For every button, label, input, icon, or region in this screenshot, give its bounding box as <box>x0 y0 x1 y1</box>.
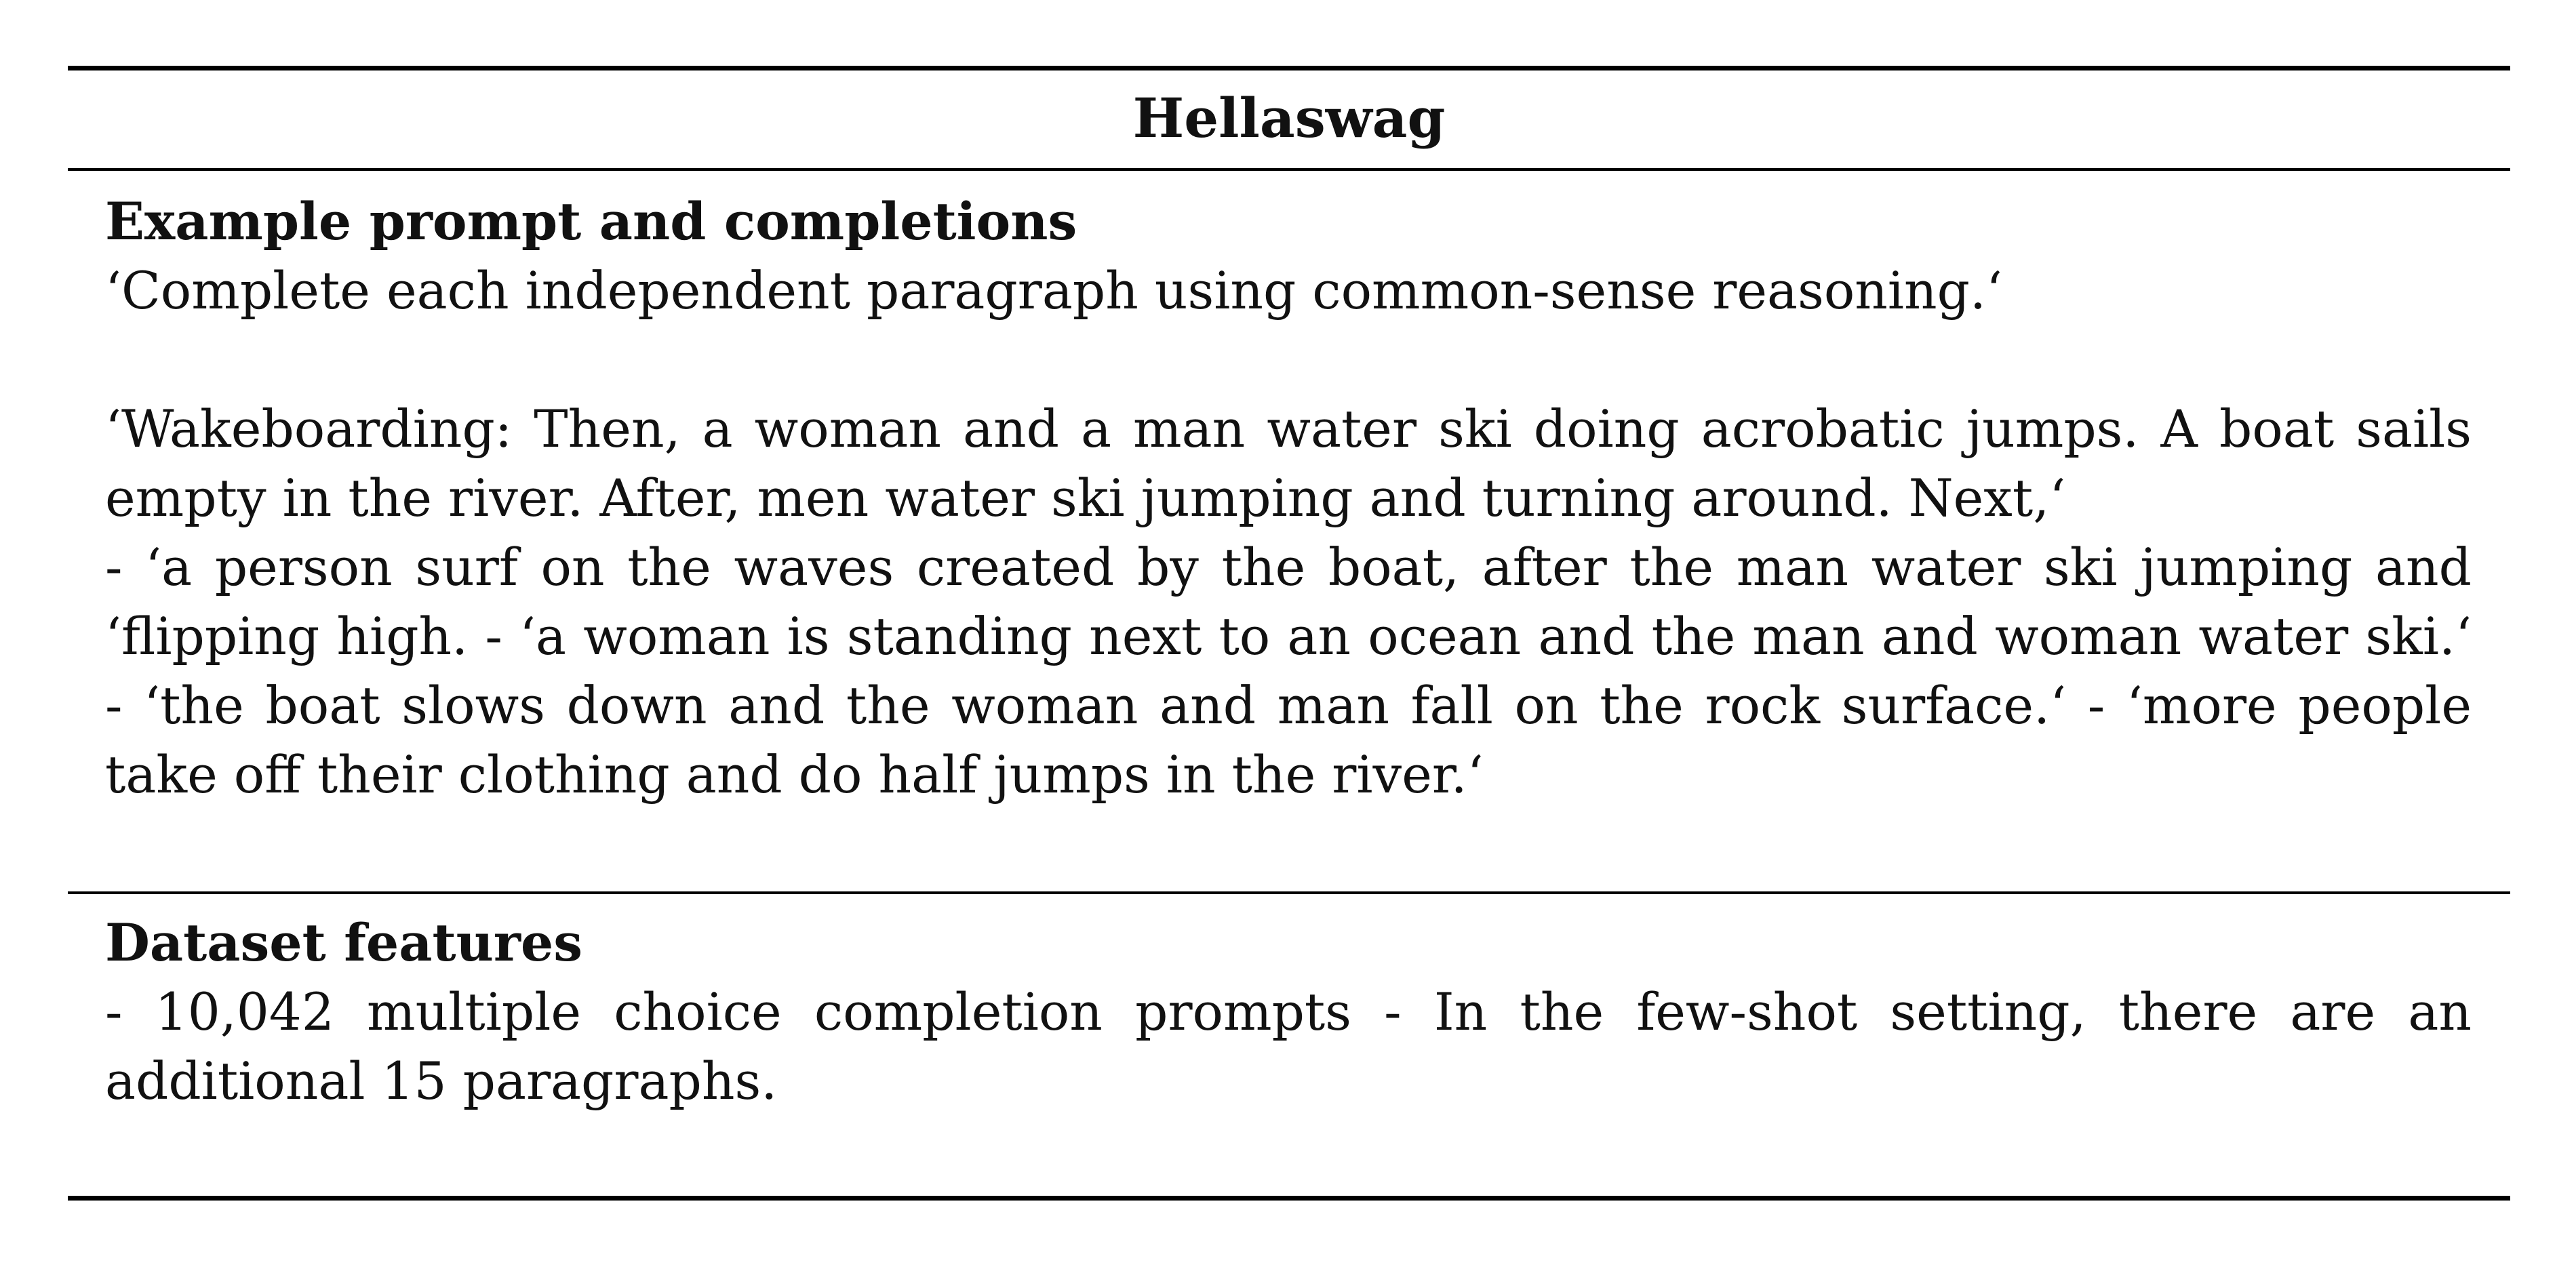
header-rule <box>68 168 2510 171</box>
paragraph-spacer <box>105 325 2472 395</box>
table-title: Hellaswag <box>1132 86 1446 150</box>
features-text: - 10,042 multiple choice completion prompts - In the few-shot setting, there are an additional 15 paragraphs. <box>105 982 2472 1111</box>
context-text: ‘Wakeboarding: Then, a woman and a man water ski doing acrobatic jumps. A boat sails empty in the river. After, men water ski jumping and turning around. Next,‘ <box>105 399 2472 528</box>
example-section <box>105 187 2472 809</box>
completions-text: - ‘a person surf on the waves created by the boat, after the man water ski jumping and ‘flipping high. - ‘a woman is standing next to an ocean and the man and woman water ski.‘ - ‘the boat slows down and the woman and man fall on the rock surface.‘ - ‘more people take off their clothing and do half jumps in the river.‘ <box>105 538 2472 805</box>
instruction-text: ‘Complete each independent paragraph using common-sense reasoning.‘ <box>105 261 2002 321</box>
section-rule <box>68 891 2510 894</box>
top-rule <box>68 66 2510 70</box>
features-heading: Dataset features <box>105 912 583 973</box>
features-section <box>105 908 2472 1116</box>
bottom-rule <box>68 1196 2510 1201</box>
example-heading: Example prompt and completions <box>105 191 1077 251</box>
